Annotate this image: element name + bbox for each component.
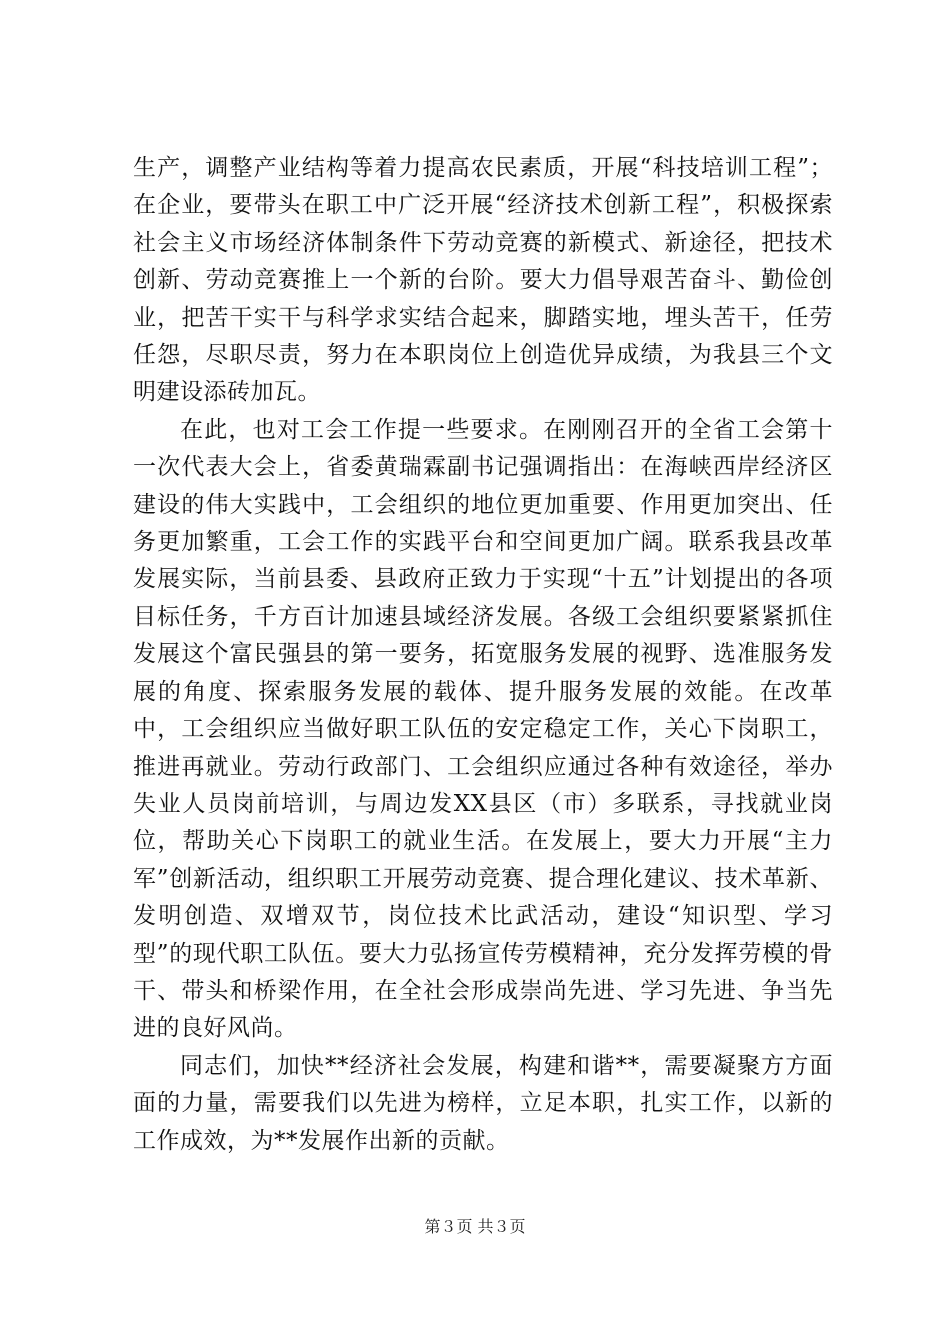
paragraph-union-requirements: 在此，也对工会工作提一些要求。在刚刚召开的全省工会第十一次代表大会上，省委黄瑞霖副书记强调指出：在海峡西岸经济区建设的伟大实践中，工会组织的地位更加重要、作用更加突出、任务更加繁重，工会工作的实践平台和空间更加广阔。联系我县改革发展实际，当前县委、县政府正致力于实现“十五”计划提出的各项目标任务，千方百计加速县域经济发展。各级工会组织要紧紧抓住发展这个富民强县的第一要务，拓宽服务发展的视野、选准服务发展的角度、探索服务发展的载体、提升服务发展的效能。在改革中，工会组织应当做好职工队伍的安定稳定工作，关心下岗职工，推进再就业。劳动行政部门、工会组织应通过各种有效途径，举办失业人员岗前培训，与周边发XX县区（市）多联系，寻找就业岗位，帮助关心下岗职工的就业生活。在发展上，要大力开展“主力军”创新活动，组织职工开展劳动竞赛、提合理化建议、技术革新、发明创造、双增双节，岗位技术比武活动，建设“知识型、学习型”的现代职工队伍。要大力弘扬宣传劳模精神，充分发挥劳模的骨干、带头和桥梁作用，在全社会形成崇尚先进、学习先进、争当先进的良好风尚。 bbox=[133, 416, 833, 1042]
paragraph-continuation: 生产，调整产业结构等着力提高农民素质，开展“科技培训工程”；在企业，要带头在职工中广泛开展“经济技术创新工程”，积极探索社会主义市场经济体制条件下劳动竞赛的新模式、新途径，把技术创新、劳动竞赛推上一个新的台阶。要大力倡导艰苦奋斗、勤俭创业，把苦干实干与科学求实结合起来，脚踏实地，埋头苦干，任劳任怨，尽职尽责，努力在本职岗位上创造优异成绩，为我县三个文明建设添砖加瓦。 bbox=[133, 155, 833, 406]
page-footer: 第３页 共３页 bbox=[424, 1217, 526, 1236]
document-body bbox=[133, 150, 833, 1160]
paragraph-closing: 同志们，加快**经济社会发展，构建和谐**，需要凝聚方方面面的力量，需要我们以先进为榜样，立足本职，扎实工作，以新的工作成效，为**发展作出新的贡献。 bbox=[133, 1052, 833, 1154]
